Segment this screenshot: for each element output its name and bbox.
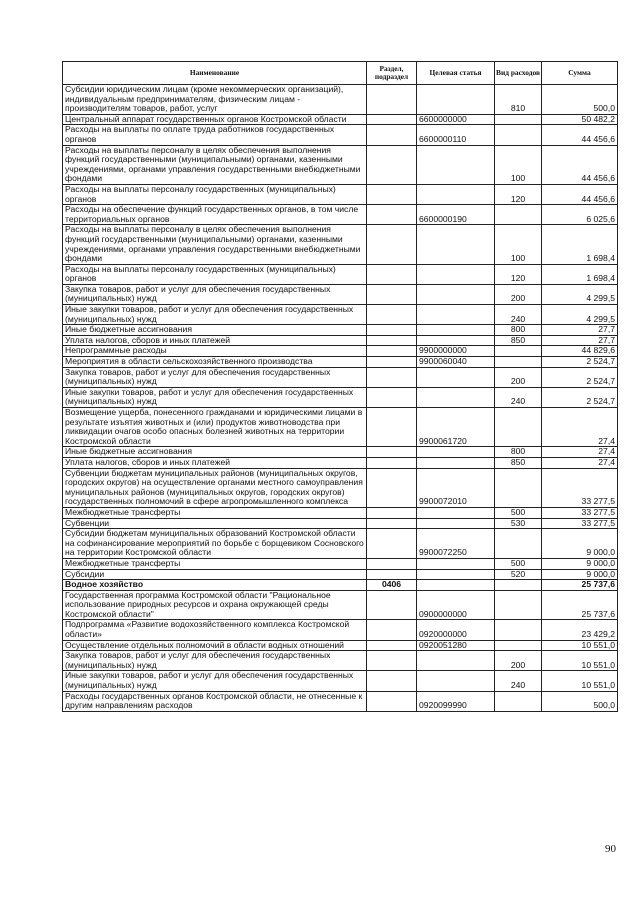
cell-target: 9900061720 <box>417 408 495 447</box>
cell-sum: 44 456,6 <box>542 184 618 204</box>
cell-target <box>417 569 495 580</box>
table-row <box>63 468 618 507</box>
table-row <box>63 569 618 580</box>
cell-target <box>417 335 495 346</box>
cell-section <box>367 507 417 518</box>
cell-expense <box>495 205 542 225</box>
cell-expense: 800 <box>495 325 542 336</box>
cell-expense <box>495 125 542 145</box>
cell-name: Иные закупки товаров, работ и услуг для обеспечения государственных (муниципальных) нужд <box>63 387 367 407</box>
table-row <box>63 184 618 204</box>
cell-sum: 500,0 <box>542 85 618 115</box>
cell-name: Иные закупки товаров, работ и услуг для обеспечения государственных (муниципальных) нужд <box>63 305 367 325</box>
table-row <box>63 518 618 529</box>
cell-section <box>367 387 417 407</box>
table-row <box>63 457 618 468</box>
table-body <box>63 85 618 712</box>
table-row <box>63 205 618 225</box>
cell-sum: 2 524,7 <box>542 367 618 387</box>
table-row <box>63 346 618 357</box>
cell-expense: 200 <box>495 367 542 387</box>
cell-expense: 810 <box>495 85 542 115</box>
cell-section <box>367 125 417 145</box>
cell-expense: 500 <box>495 507 542 518</box>
cell-target <box>417 558 495 569</box>
cell-section <box>367 184 417 204</box>
cell-target <box>417 387 495 407</box>
cell-name: Субвенции <box>63 518 367 529</box>
cell-name: Субсидии бюджетам муниципальных образований Костромской области на софинансирование мероприятий по борьбе с борщевиком Сосновского на территории Костромской области <box>63 529 367 559</box>
table-row <box>63 367 618 387</box>
cell-sum: 27,4 <box>542 408 618 447</box>
cell-name: Центральный аппарат государственных органов Костромской области <box>63 114 367 125</box>
cell-section <box>367 145 417 184</box>
cell-name: Расходы государственных органов Костромской области, не отнесенные к другим направлениям расходов <box>63 691 367 711</box>
cell-name: Иные бюджетные ассигнования <box>63 325 367 336</box>
cell-expense <box>495 114 542 125</box>
cell-name: Расходы на выплаты персоналу государственных (муниципальных) органов <box>63 184 367 204</box>
cell-sum: 4 299,5 <box>542 305 618 325</box>
header-target: Целевая статья <box>417 62 495 85</box>
cell-target <box>417 145 495 184</box>
cell-sum: 1 698,4 <box>542 225 618 264</box>
cell-target <box>417 305 495 325</box>
cell-sum: 10 551,0 <box>542 651 618 671</box>
cell-name: Иные бюджетные ассигнования <box>63 447 367 458</box>
cell-name: Межбюджетные трансферты <box>63 558 367 569</box>
cell-section <box>367 447 417 458</box>
cell-target <box>417 651 495 671</box>
cell-target <box>417 85 495 115</box>
cell-section <box>367 529 417 559</box>
table-row <box>63 125 618 145</box>
cell-expense <box>495 346 542 357</box>
cell-expense <box>495 640 542 651</box>
table-row <box>63 507 618 518</box>
cell-section <box>367 367 417 387</box>
cell-section: 0406 <box>367 580 417 591</box>
cell-target: 6600000190 <box>417 205 495 225</box>
cell-target: 9900000000 <box>417 346 495 357</box>
cell-expense: 120 <box>495 184 542 204</box>
table-row <box>63 335 618 346</box>
cell-sum: 4 299,5 <box>542 284 618 304</box>
cell-name: Возмещение ущерба, понесенного гражданами и юридическими лицами в результате изъятия животных и (или) продуктов животноводства при ликвидации очагов особо опасных болезней животных на территории Костромской области <box>63 408 367 447</box>
table-row <box>63 620 618 640</box>
cell-name: Закупка товаров, работ и услуг для обеспечения государственных (муниципальных) нужд <box>63 651 367 671</box>
header-sum: Сумма <box>542 62 618 85</box>
cell-sum: 44 829,6 <box>542 346 618 357</box>
cell-sum: 6 025,6 <box>542 205 618 225</box>
cell-sum: 27,4 <box>542 457 618 468</box>
cell-sum: 33 277,5 <box>542 518 618 529</box>
table-row <box>63 590 618 620</box>
cell-name: Иные закупки товаров, работ и услуг для обеспечения государственных (муниципальных) нужд <box>63 671 367 691</box>
cell-sum: 33 277,5 <box>542 507 618 518</box>
cell-sum: 33 277,5 <box>542 468 618 507</box>
cell-sum: 500,0 <box>542 691 618 711</box>
cell-expense <box>495 590 542 620</box>
cell-section <box>367 225 417 264</box>
cell-sum: 9 000,0 <box>542 529 618 559</box>
cell-section <box>367 468 417 507</box>
cell-expense: 240 <box>495 305 542 325</box>
cell-target <box>417 671 495 691</box>
cell-section <box>367 284 417 304</box>
cell-target <box>417 225 495 264</box>
cell-target: 6600000000 <box>417 114 495 125</box>
table-row <box>63 558 618 569</box>
budget-table <box>62 61 618 712</box>
table-row <box>63 264 618 284</box>
cell-sum: 1 698,4 <box>542 264 618 284</box>
cell-section <box>367 335 417 346</box>
cell-section <box>367 325 417 336</box>
cell-expense: 200 <box>495 284 542 304</box>
cell-target: 0920051280 <box>417 640 495 651</box>
cell-name: Непрограммные расходы <box>63 346 367 357</box>
cell-section <box>367 114 417 125</box>
cell-name: Закупка товаров, работ и услуг для обеспечения государственных (муниципальных) нужд <box>63 367 367 387</box>
cell-target: 9900060040 <box>417 357 495 368</box>
cell-sum: 10 551,0 <box>542 671 618 691</box>
table-row <box>63 640 618 651</box>
cell-sum: 27,7 <box>542 325 618 336</box>
table-row <box>63 408 618 447</box>
cell-section <box>367 408 417 447</box>
table-row <box>63 305 618 325</box>
cell-name: Расходы на выплаты персоналу государственных (муниципальных) органов <box>63 264 367 284</box>
cell-target: 9900072250 <box>417 529 495 559</box>
cell-name: Субсидии <box>63 569 367 580</box>
cell-sum: 44 456,6 <box>542 125 618 145</box>
cell-sum: 2 524,7 <box>542 387 618 407</box>
cell-section <box>367 651 417 671</box>
cell-name: Мероприятия в области сельскохозяйственного производства <box>63 357 367 368</box>
cell-name: Закупка товаров, работ и услуг для обеспечения государственных (муниципальных) нужд <box>63 284 367 304</box>
cell-name: Уплата налогов, сборов и иных платежей <box>63 457 367 468</box>
header-name: Наименование <box>63 62 367 85</box>
cell-sum: 23 429,2 <box>542 620 618 640</box>
cell-target: 0920099990 <box>417 691 495 711</box>
cell-sum: 9 000,0 <box>542 558 618 569</box>
cell-sum: 2 524,7 <box>542 357 618 368</box>
cell-section <box>367 518 417 529</box>
cell-section <box>367 357 417 368</box>
table-row <box>63 447 618 458</box>
cell-expense: 100 <box>495 145 542 184</box>
cell-name: Расходы на выплаты персоналу в целях обеспечения выполнения функций государственными (муниципальными) органами, казенными учреждениями, органами управления государственными внебюджетными фондами <box>63 145 367 184</box>
cell-expense: 800 <box>495 447 542 458</box>
cell-sum: 9 000,0 <box>542 569 618 580</box>
cell-expense <box>495 468 542 507</box>
cell-target: 0920000000 <box>417 620 495 640</box>
table-row <box>63 580 618 591</box>
cell-expense: 530 <box>495 518 542 529</box>
cell-target <box>417 325 495 336</box>
table-row <box>63 225 618 264</box>
table-row <box>63 691 618 711</box>
cell-section <box>367 620 417 640</box>
cell-sum: 27,4 <box>542 447 618 458</box>
cell-sum: 44 456,6 <box>542 145 618 184</box>
cell-sum: 27,7 <box>542 335 618 346</box>
cell-section <box>367 305 417 325</box>
cell-section <box>367 691 417 711</box>
cell-name: Расходы на выплаты персоналу в целях обеспечения выполнения функций государственными (муниципальными) органами, казенными учреждениями, органами управления государственными внебюджетными фондами <box>63 225 367 264</box>
cell-expense <box>495 620 542 640</box>
cell-target <box>417 447 495 458</box>
cell-expense: 240 <box>495 387 542 407</box>
cell-section <box>367 205 417 225</box>
table-row <box>63 145 618 184</box>
cell-name: Подпрограмма «Развитие водохозяйственного комплекса Костромской области» <box>63 620 367 640</box>
cell-section <box>367 457 417 468</box>
cell-target <box>417 518 495 529</box>
cell-section <box>367 671 417 691</box>
table-row <box>63 325 618 336</box>
cell-sum: 10 551,0 <box>542 640 618 651</box>
cell-section <box>367 590 417 620</box>
cell-target: 6600000110 <box>417 125 495 145</box>
cell-name: Расходы на выплаты по оплате труда работников государственных органов <box>63 125 367 145</box>
table-row <box>63 671 618 691</box>
cell-name: Субвенции бюджетам муниципальных районов (муниципальных округов, городских округов) на осуществление органами местного самоуправления муниципальных районов (муниципальных округов, городских округов) государственных полномочий в сфере агропромышленного комплекса <box>63 468 367 507</box>
cell-target: 9900072010 <box>417 468 495 507</box>
cell-target <box>417 184 495 204</box>
cell-section <box>367 346 417 357</box>
table-row <box>63 114 618 125</box>
cell-name: Государственная программа Костромской области "Рациональное использование природных ресурсов и охрана окружающей среды Костромской области" <box>63 590 367 620</box>
cell-section <box>367 558 417 569</box>
cell-section <box>367 85 417 115</box>
cell-name: Межбюджетные трансферты <box>63 507 367 518</box>
table-row <box>63 284 618 304</box>
page-number: 90 <box>605 843 616 855</box>
cell-name: Осуществление отдельных полномочий в области водных отношений <box>63 640 367 651</box>
cell-sum: 25 737,6 <box>542 590 618 620</box>
cell-section <box>367 640 417 651</box>
header-section: Раздел, подраздел <box>367 62 417 85</box>
table-row <box>63 357 618 368</box>
table-row <box>63 387 618 407</box>
cell-target <box>417 457 495 468</box>
cell-sum: 25 737,6 <box>542 580 618 591</box>
cell-target <box>417 367 495 387</box>
cell-name: Расходы на обеспечение функций государственных органов, в том числе территориальных органов <box>63 205 367 225</box>
cell-name: Субсидии юридическим лицам (кроме некоммерческих организаций), индивидуальным предпринимателям, физическим лицам - производителям товаров, работ, услуг <box>63 85 367 115</box>
cell-expense: 850 <box>495 457 542 468</box>
cell-expense: 100 <box>495 225 542 264</box>
cell-expense: 120 <box>495 264 542 284</box>
table-row <box>63 529 618 559</box>
cell-expense <box>495 357 542 368</box>
cell-section <box>367 264 417 284</box>
cell-expense <box>495 529 542 559</box>
cell-target <box>417 284 495 304</box>
table-header-row <box>63 62 618 85</box>
cell-expense <box>495 691 542 711</box>
cell-expense: 520 <box>495 569 542 580</box>
header-expense: Вид расходов <box>495 62 542 85</box>
cell-sum: 50 482,2 <box>542 114 618 125</box>
table-row <box>63 85 618 115</box>
table-row <box>63 651 618 671</box>
cell-expense: 200 <box>495 651 542 671</box>
cell-target: 0900000000 <box>417 590 495 620</box>
cell-expense <box>495 580 542 591</box>
cell-name: Уплата налогов, сборов и иных платежей <box>63 335 367 346</box>
cell-target <box>417 264 495 284</box>
cell-target <box>417 507 495 518</box>
cell-expense: 500 <box>495 558 542 569</box>
cell-target <box>417 580 495 591</box>
cell-expense: 240 <box>495 671 542 691</box>
cell-expense: 850 <box>495 335 542 346</box>
cell-name: Водное хозяйство <box>63 580 367 591</box>
cell-section <box>367 569 417 580</box>
cell-expense <box>495 408 542 447</box>
